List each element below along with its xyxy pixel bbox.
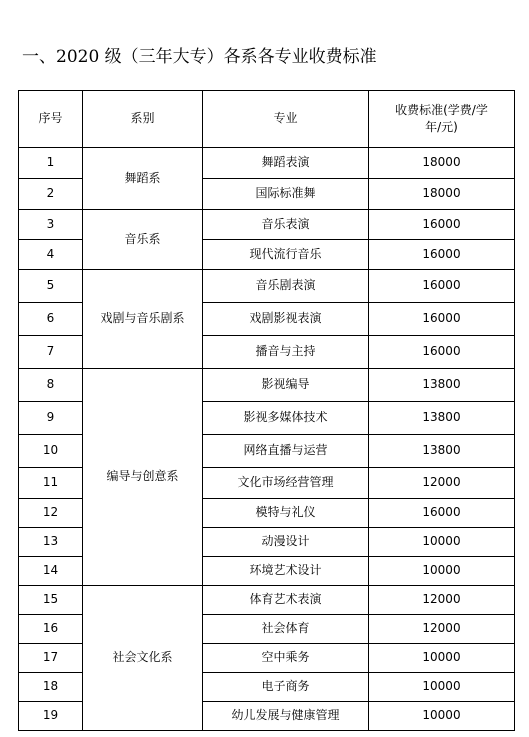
cell-major: 社会体育 [203,615,369,644]
cell-number: 13 [19,528,83,557]
cell-number: 7 [19,336,83,369]
cell-major: 影视多媒体技术 [203,402,369,435]
fee-table [18,90,515,731]
cell-number: 16 [19,615,83,644]
cell-major: 文化市场经营管理 [203,468,369,499]
cell-number: 15 [19,586,83,615]
cell-number: 12 [19,499,83,528]
cell-fee: 16000 [369,270,515,303]
cell-number: 10 [19,435,83,468]
cell-fee: 13800 [369,402,515,435]
cell-fee: 16000 [369,240,515,270]
header-major: 专业 [203,91,369,148]
cell-number: 2 [19,179,83,210]
cell-major: 影视编导 [203,369,369,402]
cell-department: 编导与创意系 [83,369,203,586]
cell-major: 现代流行音乐 [203,240,369,270]
cell-major: 体育艺术表演 [203,586,369,615]
cell-major: 动漫设计 [203,528,369,557]
table-row [19,148,515,179]
cell-number: 17 [19,644,83,673]
cell-major: 音乐表演 [203,210,369,240]
cell-department: 戏剧与音乐剧系 [83,270,203,369]
cell-fee: 10000 [369,557,515,586]
cell-number: 6 [19,303,83,336]
cell-number: 1 [19,148,83,179]
cell-major: 电子商务 [203,673,369,702]
cell-fee: 10000 [369,528,515,557]
header-number: 序号 [19,91,83,148]
table-row [19,270,515,303]
cell-fee: 18000 [369,148,515,179]
table-body [19,148,515,731]
cell-number: 11 [19,468,83,499]
table-row [19,210,515,240]
cell-fee: 10000 [369,702,515,731]
cell-major: 音乐剧表演 [203,270,369,303]
cell-major: 模特与礼仪 [203,499,369,528]
cell-fee: 10000 [369,644,515,673]
cell-major: 环境艺术设计 [203,557,369,586]
cell-number: 14 [19,557,83,586]
cell-fee: 18000 [369,179,515,210]
cell-major: 网络直播与运营 [203,435,369,468]
cell-number: 8 [19,369,83,402]
table-row [19,586,515,615]
cell-fee: 12000 [369,586,515,615]
cell-number: 19 [19,702,83,731]
cell-major: 幼儿发展与健康管理 [203,702,369,731]
cell-major: 播音与主持 [203,336,369,369]
cell-fee: 13800 [369,435,515,468]
cell-major: 空中乘务 [203,644,369,673]
header-department: 系别 [83,91,203,148]
cell-major: 舞蹈表演 [203,148,369,179]
cell-number: 9 [19,402,83,435]
cell-fee: 10000 [369,673,515,702]
cell-fee: 12000 [369,615,515,644]
cell-major: 国际标准舞 [203,179,369,210]
table-header-row [19,91,515,148]
cell-department: 舞蹈系 [83,148,203,210]
cell-fee: 16000 [369,210,515,240]
page-title: 一、2020 级（三年大专）各系各专业收费标准 [22,47,377,67]
cell-number: 18 [19,673,83,702]
cell-fee: 12000 [369,468,515,499]
cell-fee: 16000 [369,499,515,528]
table-row [19,369,515,402]
cell-fee: 16000 [369,303,515,336]
cell-number: 5 [19,270,83,303]
header-fee: 收费标准(学费/学年/元) [369,91,515,148]
cell-number: 4 [19,240,83,270]
cell-major: 戏剧影视表演 [203,303,369,336]
cell-department: 音乐系 [83,210,203,270]
cell-department: 社会文化系 [83,586,203,731]
cell-fee: 16000 [369,336,515,369]
cell-number: 3 [19,210,83,240]
cell-fee: 13800 [369,369,515,402]
